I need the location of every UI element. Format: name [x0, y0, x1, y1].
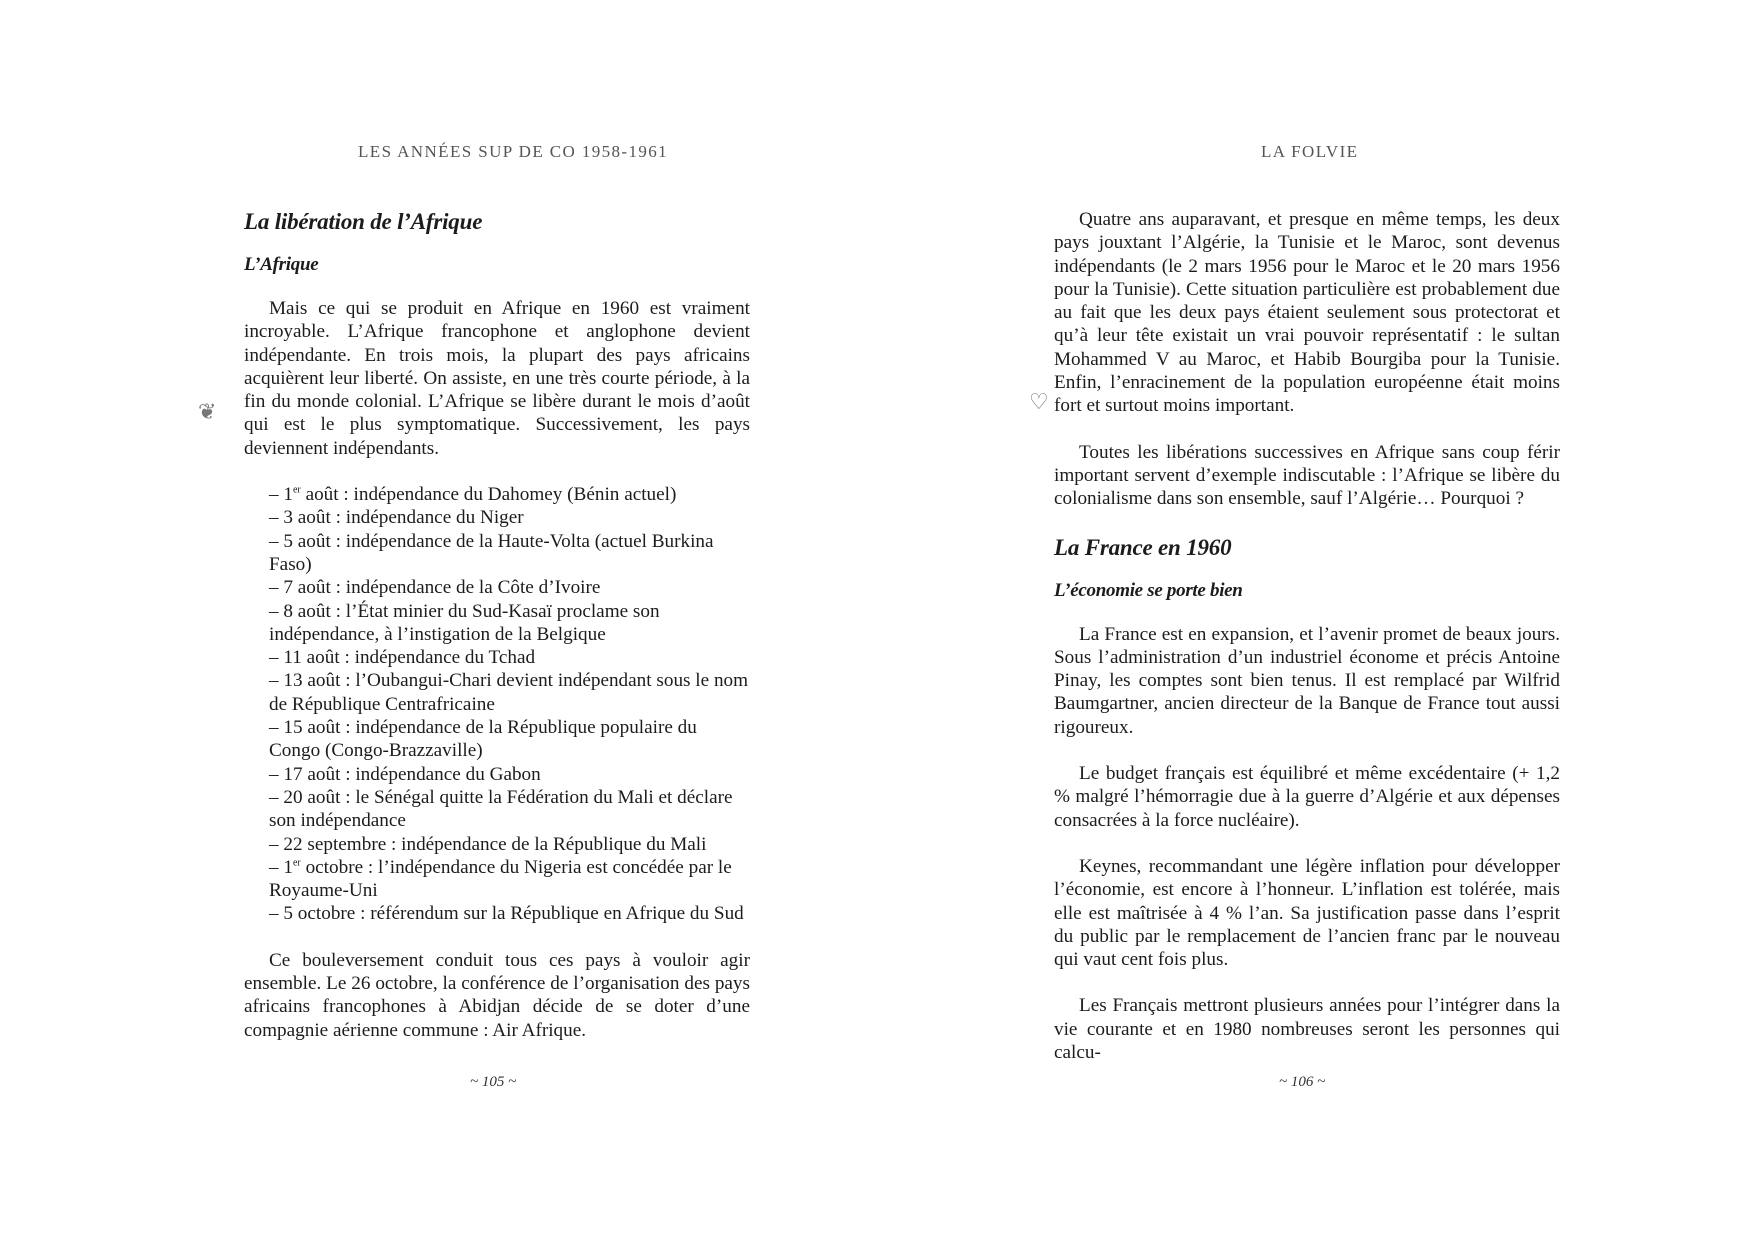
section-title: La libération de l’Afrique [244, 209, 483, 234]
page-number: ~ 106 ~ [1279, 1074, 1326, 1090]
closing-paragraph: Ce bouleversement conduit tous ces pays à vouloir agir ensemble. Le 26 octobre, la conférence de l’organisation des pays africains francophones à Abidjan décide de se doter d’une compagnie aérienne commune : Air Afrique. [244, 949, 750, 1041]
list-item: – 11 août : indépendance du Tchad [269, 647, 536, 669]
list-item: – 17 août : indépendance du Gabon [269, 763, 541, 785]
running-head: LES ANNÉES SUP DE CO 1958-1961 [358, 142, 669, 161]
paragraph: Les Français mettront plusieurs années pour l’intégrer dans la vie courante et en 1980 nombreuses seront les personnes qui calcu- [1054, 995, 1560, 1064]
list-item: – 7 août : indépendance de la Côte d’Ivoire [269, 577, 601, 599]
list-item: – 5 octobre : référendum sur la République en Afrique du Sud [269, 903, 744, 925]
list-item: – 22 septembre : indépendance de la République du Mali [269, 833, 707, 855]
list-item: – 8 août : l’État minier du Sud-Kasaï proclame son indépendance, à l’instigation de la Belgique [269, 600, 660, 645]
running-head: LA FOLVIE [1261, 142, 1359, 161]
page-number: ~ 105 ~ [470, 1074, 517, 1090]
text-column [244, 208, 750, 1065]
paragraph: Toutes les libérations successives en Afrique sans coup férir important servent d’exemple indiscutable : l’Afrique se libère du colonialisme dans son ensemble, sauf l’Algérie… Pourquoi ? [1054, 441, 1560, 510]
right-page [877, 0, 1754, 1241]
subsection-title: L’Afrique [244, 254, 319, 275]
list-item: – 13 août : l’Oubangui-Chari devient indépendant sous le nom de République Centrafricaine [269, 670, 749, 715]
text-column [1054, 208, 1560, 1087]
heart-flourish-icon: ♡ [1029, 390, 1049, 415]
section-title: La France en 1960 [1054, 534, 1232, 560]
list-item: – 3 août : indépendance du Niger [269, 507, 524, 529]
paragraph: Quatre ans auparavant, et presque en même temps, les deux pays jouxtant l’Algérie, la Tunisie et le Maroc, sont devenus indépendants (le 2 mars 1956 pour le Maroc et le 20 mars 1956 pour la Tunisie). Cette situation particulière est probablement due au fait que les deux pays étaient seulement sous protectorat et qu’à leur tête existait un vrai pouvoir représentatif : le sultan Mohammed V au Maroc, et Habib Bourgiba pour la Tunisie. Enfin, l’enracinement de la population européenne était moins fort et surtout moins important. [1054, 209, 1560, 417]
list-item: – 1er août : indépendance du Dahomey (Bénin actuel) [269, 484, 677, 506]
paragraph: La France est en expansion, et l’avenir promet de beaux jours. Sous l’administration d’un industriel économe et précis Antoine Pinay, les comptes sont bien tenus. Il est remplacé par Wilfrid Baumgartner, ancien directeur de la Banque de France tout aussi rigoureux. [1054, 623, 1560, 738]
independence-list [269, 483, 750, 926]
intro-paragraph: Mais ce qui se produit en Afrique en 1960 est vraiment incroyable. L’Afrique francophone et anglophone devient indépendante. En trois mois, la plupart des pays africains acquièrent leur liberté. On assiste, en une très courte période, à la fin du monde colonial. L’Afrique se libère durant le mois d’août qui est le plus symptomatique. Successivement, les pays deviennent indépendants. [244, 298, 750, 459]
list-item: – 15 août : indépendance de la République populaire du Congo (Congo-Brazzaville) [269, 717, 697, 762]
paragraph: Keynes, recommandant une légère inflation pour développer l’économie, est encore à l’honneur. L’inflation est tolérée, mais elle est maîtrisée à 4 % l’an. Sa justification passe dans l’esprit du public par le remplacement de l’ancien franc par le nouveau qui vaut cent fois plus. [1054, 855, 1560, 971]
list-item: – 1er octobre : l’indépendance du Nigeria est concédée par le Royaume-Uni [269, 856, 732, 902]
subsection-title: L’économie se porte bien [1054, 579, 1243, 601]
list-item: – 20 août : le Sénégal quitte la Fédération du Mali et déclare son indépendance [269, 786, 733, 832]
list-item: – 5 août : indépendance de la Haute-Volta (actuel Burkina Faso) [269, 530, 714, 575]
heart-flourish-icon: ❦ [198, 400, 217, 425]
paragraph: Le budget français est équilibré et même excédentaire (+ 1,2 % malgré l’hémorragie due à la guerre d’Algérie et aux dépenses consacrées à la force nucléaire). [1054, 763, 1560, 831]
